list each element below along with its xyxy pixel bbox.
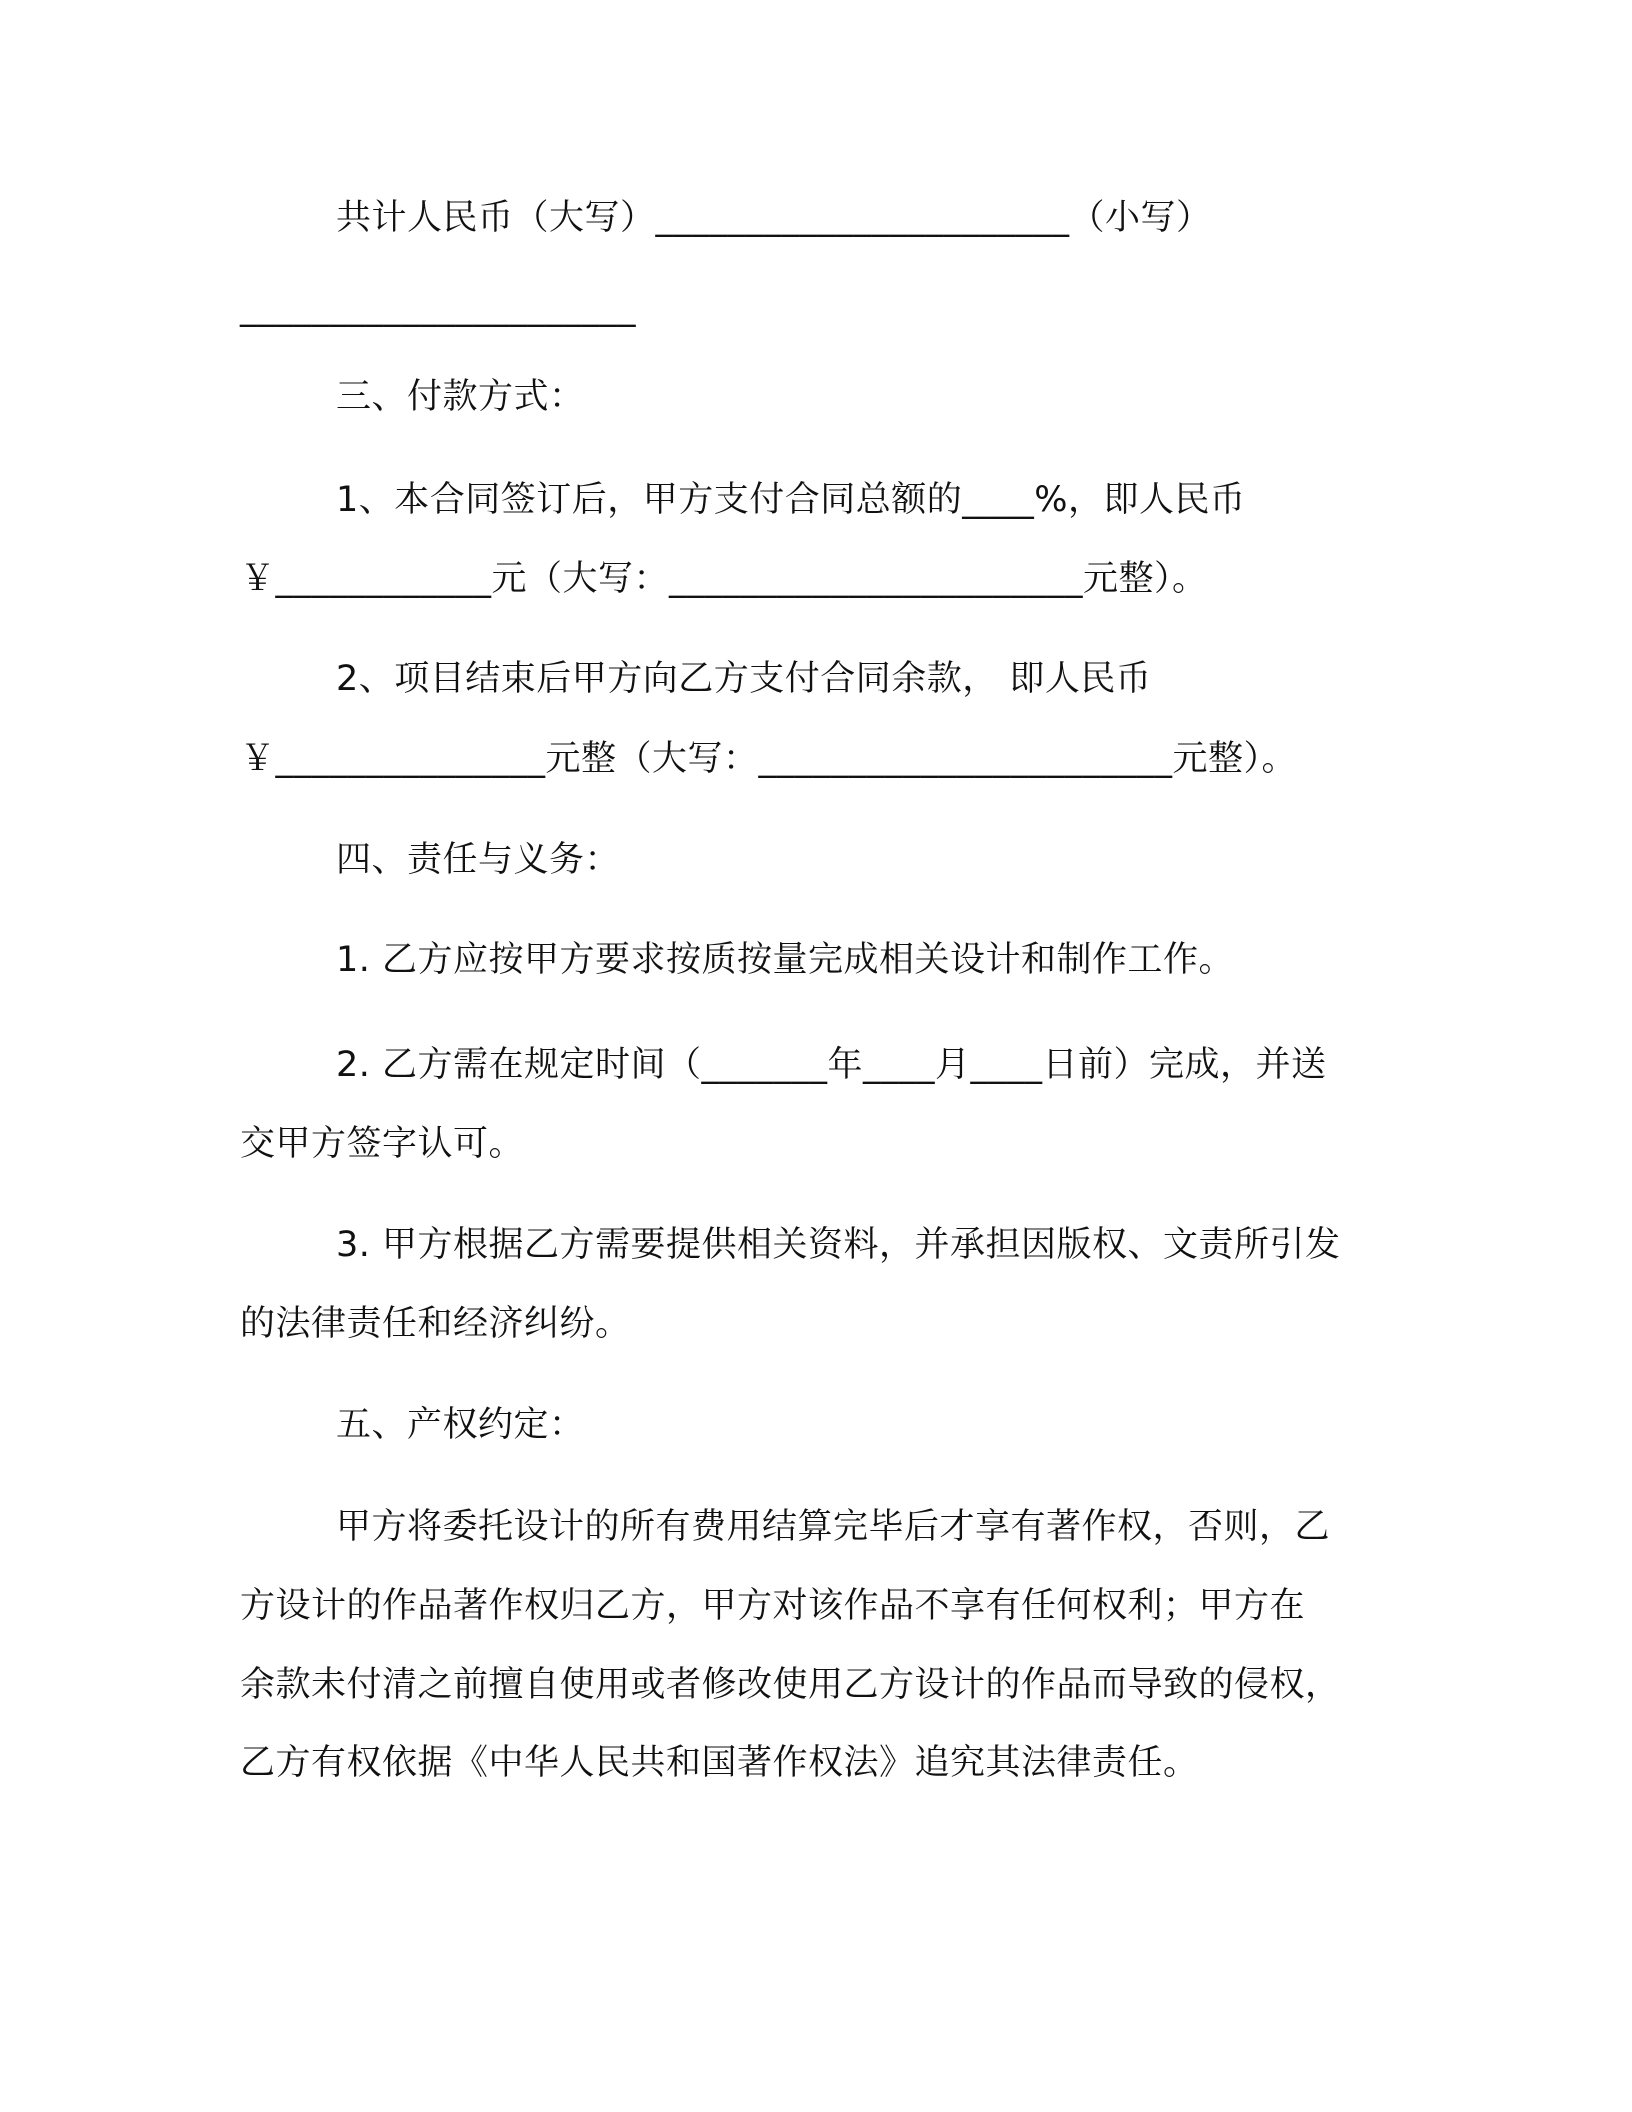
section-heading-payment: 三、付款方式： [336, 377, 585, 417]
total-amount-small-blank: ______________________ [240, 288, 636, 328]
section-heading-responsibilities: 四、责任与义务： [336, 840, 621, 880]
responsibility-clause-1: 1. 乙方应按甲方要求按质按量完成相关设计和制作工作。 [336, 940, 1235, 980]
responsibility-clause-2: 2. 乙方需在规定时间（_______年____月____日前）完成，并送 [336, 1045, 1327, 1085]
payment-clause-2-amount: ￥_______________元整（大写：_______________________元整）。 [240, 739, 1298, 779]
ownership-paragraph-line-2: 方设计的作品著作权归乙方，甲方对该作品不享有任何权利；甲方在 [240, 1586, 1306, 1626]
responsibility-clause-3-cont: 的法律责任和经济纠纷。 [240, 1304, 631, 1344]
ownership-paragraph-line-3: 余款未付清之前擅自使用或者修改使用乙方设计的作品而导致的侵权， [240, 1665, 1341, 1705]
section-heading-ownership: 五、产权约定： [336, 1405, 585, 1445]
payment-clause-1: 1、本合同签订后，甲方支付合同总额的____%，即人民币 [336, 480, 1246, 520]
payment-clause-1-amount: ￥____________元（大写：_______________________元整）。 [240, 559, 1208, 599]
ownership-paragraph-line-1: 甲方将委托设计的所有费用结算完毕后才享有著作权，否则，乙 [336, 1507, 1331, 1547]
responsibility-clause-2-cont: 交甲方签字认可。 [240, 1124, 525, 1164]
payment-clause-2: 2、项目结束后甲方向乙方支付合同余款， 即人民币 [336, 659, 1152, 699]
total-amount-line: 共计人民币（大写）_______________________（小写） [336, 198, 1212, 238]
ownership-paragraph-line-4: 乙方有权依据《中华人民共和国著作权法》追究其法律责任。 [240, 1743, 1199, 1783]
responsibility-clause-3: 3. 甲方根据乙方需要提供相关资料，并承担因版权、文责所引发 [336, 1225, 1341, 1265]
